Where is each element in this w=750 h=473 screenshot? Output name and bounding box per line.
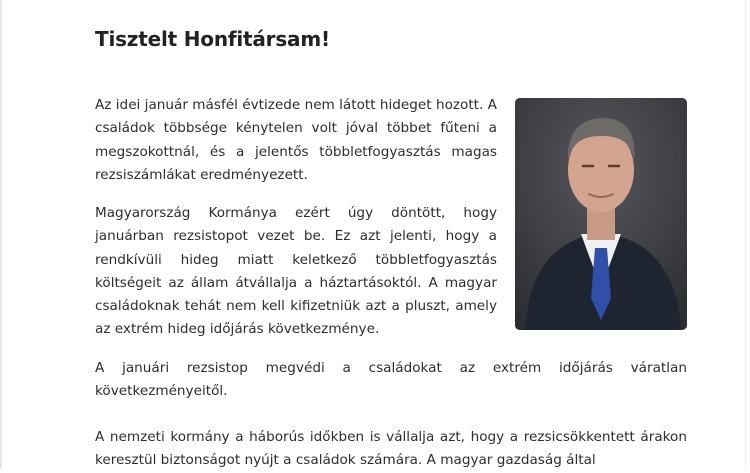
portrait-photo <box>515 98 687 330</box>
letter-greeting: Tisztelt Honfitársam! <box>95 27 330 51</box>
paragraph-1: Az idei január másfél évtizede nem látott hideget hozott. A családok többsége kénytelen volt jóval többet fűteni a megszokottnál, és a jelentős többletfogyasztás magas rezsiszámlákat eredményezett. <box>95 97 497 183</box>
paragraph-3: A januári rezsistop megvédi a családokat az extrém időjárás váratlan következményeitől. <box>95 360 687 400</box>
paragraph-4: A nemzeti kormány a háborús időkben is vállalja azt, hogy a rezsicsökkentett árakon keresztül biztonságot nyújt a családok számára. A magyar gazdaság által <box>95 429 687 469</box>
paragraph-2: Magyarország Kormánya ezért úgy döntött, hogy januárban rezsistopot vezet be. Ez azt jelenti, hogy a rendkívüli hideg miatt keletkező többletfogyasztás költségeit az állam átvállalja a háztartásoktól. A magyar családoknak tehát nem kell kifizetniük azt a pluszt, amely az extrém hideg időjárás következménye. <box>95 205 497 338</box>
portrait-illustration <box>515 98 687 330</box>
page-right-border <box>745 0 746 469</box>
page-left-border <box>0 0 2 469</box>
